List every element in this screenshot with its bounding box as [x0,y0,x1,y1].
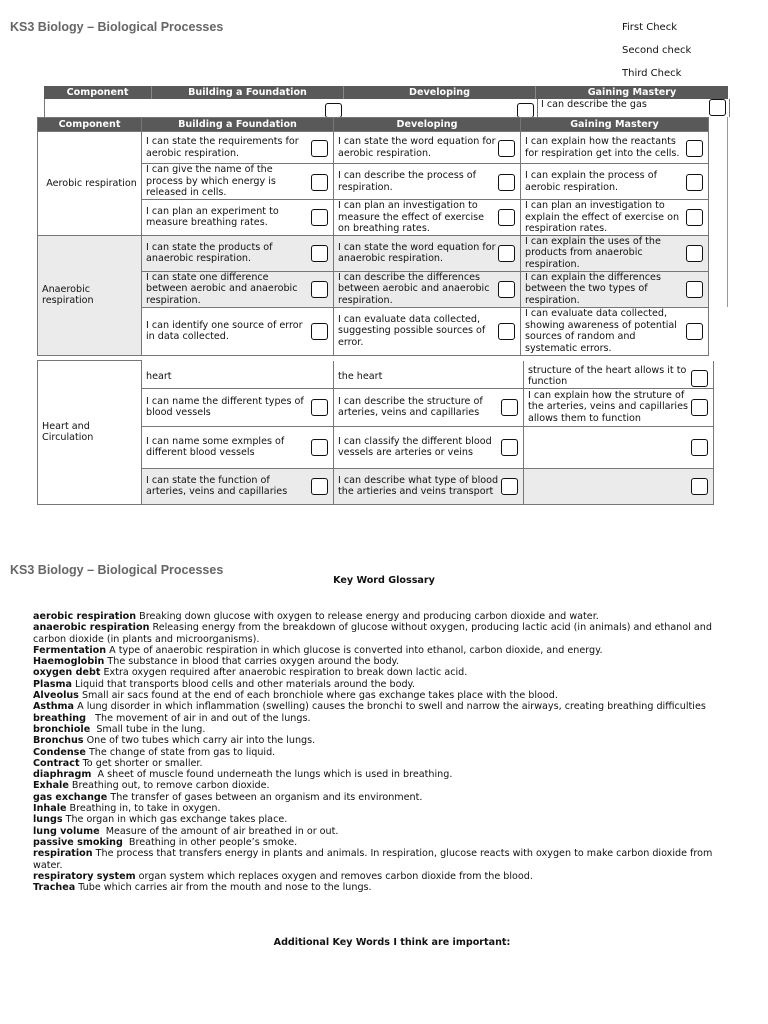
table-row [38,132,709,164]
criterion-cell [524,426,714,468]
checkbox[interactable] [501,478,518,495]
glossary-term: Contract [33,757,80,769]
criterion-cell [334,132,521,164]
glossary-term: gas exchange [33,791,108,803]
criterion-cell [521,271,709,307]
additional-keywords-heading: Additional Key Words I think are important: [273,937,511,948]
checkbox[interactable] [686,209,703,226]
criterion-text: I can identify one source of error in data collected. [146,319,303,342]
glossary-entry [33,747,733,758]
glossary-entry [33,701,733,712]
glossary-entry [33,679,733,690]
checkbox[interactable] [501,439,518,456]
glossary-entry [33,882,733,893]
glossary-entry [33,713,733,724]
criterion-cell [142,164,334,200]
criterion-cell [524,361,714,389]
checkbox[interactable] [498,245,515,262]
back-divider [537,99,538,117]
criterion-cell [334,307,521,355]
glossary-definition: Tube which carries air from the mouth and nose to the lungs. [75,882,372,894]
checkbox[interactable] [498,323,515,340]
criterion-cell [521,132,709,164]
checkbox[interactable] [686,245,703,262]
component-aerobic [38,132,142,236]
glossary-entry [33,656,733,667]
criterion-cell [142,307,334,355]
glossary-definition: The change of state from gas to liquid. [85,746,276,758]
back-checkbox[interactable] [325,103,342,118]
criterion-cell [334,200,521,236]
criterion-text: I can give the name of the process by which energy is released in cells. [146,164,276,199]
back-table-edge [727,117,728,307]
glossary-entry [33,735,733,746]
glossary-definition: Breaking down glucose with oxygen to release energy and producing carbon dioxide and water. [136,611,599,622]
back-table-row [44,99,730,117]
criterion-cell [334,271,521,307]
criterion-cell [334,164,521,200]
checkbox[interactable] [691,399,708,416]
criterion-text: I can state one difference between aerobic and anaerobic respiration. [146,271,298,306]
criterion-cell [142,235,334,271]
criterion-text: I can explain the process of aerobic respiration. [525,170,657,193]
criterion-cell [521,307,709,355]
component-label: Heart and Circulation [42,420,94,444]
glossary-term: respiration [33,848,93,860]
glossary-definition: A lung disorder in which inflammation (swelling) causes the bronchi to swell and narrow the airways, creating breathing difficulties [74,701,706,713]
criterion-text: I can evaluate data collected, suggesting possible sources of error. [338,313,486,348]
back-table-header [44,86,728,99]
glossary-entry [33,769,733,780]
glossary-term: diaphragm [33,769,92,781]
page-title-2: KS3 Biology – Biological Processes [10,563,224,577]
glossary-definition: Measure of the amount of air breathed in or out. [99,825,339,837]
glossary-definition: Breathing out, to remove carbon dioxide. [68,780,270,792]
criterion-cell [521,164,709,200]
criterion-text: I can state the products of anaerobic respiration. [146,241,273,264]
glossary-definition: A type of anaerobic respiration in which glucose is converted into ethanol, carbon dioxide, and energy. [106,644,603,656]
criterion-cell [142,468,334,504]
glossary-definition: To get shorter or smaller. [79,757,203,769]
back-header-developing: Developing [344,86,536,99]
criterion-cell [142,132,334,164]
glossary-term: Haemoglobin [33,656,105,668]
criterion-text: I can explain the differences between the two types of respiration. [525,271,661,306]
glossary-entry [33,848,733,871]
glossary-entry [33,758,733,769]
back-header-component: Component [44,86,152,99]
criterion-text: I can name some exmples of different blood vessels [146,435,285,458]
glossary-definition: Small tube in the lung. [90,723,206,735]
criterion-text: I can describe the structure of arteries, veins and capillaries [338,395,483,418]
glossary-term: anaerobic respiration [33,622,150,634]
checkbox[interactable] [498,174,515,191]
glossary-term: Bronchus [33,735,84,747]
checkbox[interactable] [691,370,708,387]
glossary-definition: Breathing in, to take in oxygen. [66,803,221,815]
table-row [38,235,709,271]
criterion-cell [142,200,334,236]
criterion-text: the heart [338,371,383,383]
back-checkbox[interactable] [517,103,534,118]
checkbox[interactable] [686,140,703,157]
glossary-definition: The transfer of gases between an organism and its environment. [107,791,423,803]
checkbox[interactable] [311,140,328,157]
component-anaerobic [38,235,142,355]
criterion-cell [142,271,334,307]
glossary-definition: The movement of air in and out of the lungs. [85,712,311,724]
checkbox[interactable] [311,323,328,340]
criterion-text: I can state the requirements for aerobic respiration. [146,136,299,159]
checkbox[interactable] [498,140,515,157]
criterion-cell [524,468,714,504]
glossary-entry [33,724,733,735]
checkbox[interactable] [311,399,328,416]
header-foundation: Building a Foundation [142,118,334,132]
glossary-entry [33,622,733,645]
criterion-text: I can explain the uses of the products from anaerobic respiration. [525,235,661,270]
component-heart [38,361,142,505]
criterion-text: I can describe what type of blood the artieries and veins transport [338,474,499,497]
criterion-text: I can evaluate data collected, showing awareness of potential sources of random and systematic errors. [525,308,677,354]
criterion-cell [521,235,709,271]
glossary-definition: The substance in blood that carries oxygen around the body. [104,656,399,668]
glossary-term: passive smoking [33,836,123,848]
criterion-cell [334,388,524,426]
checkbox[interactable] [686,174,703,191]
glossary-entry [33,803,733,814]
table-row [38,361,714,389]
glossary-term: Plasma [33,678,72,690]
criterion-text: structure of the heart allows it to function [528,364,687,387]
header-mastery: Gaining Mastery [521,118,709,132]
glossary-definition: organ system which replaces oxygen and removes carbon dioxide from the blood. [135,870,533,882]
glossary-entry [33,837,733,848]
glossary-term: breathing [33,712,86,724]
glossary-definition: The organ in which gas exchange takes place. [62,814,288,826]
glossary-entry [33,667,733,678]
checkbox[interactable] [311,209,328,226]
glossary-term: Condense [33,746,86,758]
glossary-list [33,611,733,893]
third-check-label: Third Check [622,68,682,79]
criterion-cell [142,388,334,426]
glossary-definition: Breathing in other people’s smoke. [122,836,298,848]
glossary-term: oxygen debt [33,667,101,679]
glossary-term: Exhale [33,780,69,792]
glossary-entry [33,690,733,701]
criterion-cell [524,388,714,426]
glossary-term: Inhale [33,803,67,815]
criterion-cell [334,468,524,504]
criterion-text: I can explain how the struture of the arteries, veins and capillaries allows them to function [528,389,688,424]
glossary-term: bronchiole [33,723,91,735]
component-label: Anaerobic respiration [42,283,94,306]
checkbox[interactable] [498,209,515,226]
criterion-cell [142,361,334,389]
checkbox[interactable] [311,439,328,456]
header-component: Component [38,118,142,132]
criterion-text: I can describe the process of respiration. [338,170,477,193]
second-check-label: Second check [622,45,692,56]
glossary-definition: Liquid that transports blood cells and other materials around the body. [71,678,415,690]
criterion-text: I can name the different types of blood vessels [146,395,304,418]
glossary-entry [33,780,733,791]
glossary-definition: Releasing energy from the breakdown of glucose without oxygen, producing lactic acid (in animals) and ethanol and carbon dioxide (in plants and microorganisms). [33,622,716,645]
glossary-entry [33,871,733,882]
glossary-entry [33,826,733,837]
glossary-title: Key Word Glossary [333,575,435,586]
glossary-definition: Extra oxygen required after anaerobic respiration to break down lactic acid. [100,667,468,679]
criterion-cell [334,361,524,389]
glossary-entry [33,792,733,803]
back-mastery-text: I can describe the gas [541,99,647,110]
checkbox[interactable] [311,281,328,298]
glossary-term: Trachea [33,882,76,894]
glossary-term: Asthma [33,701,75,713]
header-developing: Developing [334,118,521,132]
criterion-text: I can state the word equation for anaerobic respiration. [338,241,496,264]
glossary-entry [33,645,733,656]
criterion-text: heart [146,371,172,383]
back-header-foundation: Building a Foundation [152,86,344,99]
criterion-text: I can plan an experiment to measure breathing rates. [146,205,279,229]
glossary-definition: A sheet of muscle found underneath the lungs which is used in breathing. [91,769,453,781]
criterion-cell [521,200,709,236]
glossary-definition: The process that transfers energy in plants and animals. In respiration, glucose reacts with oxygen to make carbon dioxide from water. [33,848,716,871]
checkbox[interactable] [691,439,708,456]
checkbox[interactable] [691,478,708,495]
glossary-term: respiratory system [33,870,136,882]
criterion-text: I can explain how the reactants for respiration get into the cells. [525,136,680,159]
heart-circulation-table [37,360,714,505]
criterion-text: I can classify the different blood vessels are arteries or veins [338,435,492,458]
checkbox[interactable] [311,478,328,495]
criterion-text: I can describe the differences between aerobic and anaerobic respiration. [338,271,490,306]
criterion-text: I can plan an investigation to measure the effect of exercise on breathing rates. [338,200,485,234]
criterion-text: I can state the word equation for aerobic respiration. [338,136,496,159]
glossary-definition: Small air sacs found at the end of each bronchiole where gas exchange takes place with the blood. [78,690,558,702]
back-checkbox[interactable] [709,99,726,116]
glossary-term: aerobic respiration [33,611,137,622]
criterion-cell [334,426,524,468]
back-header-mastery: Gaining Mastery [587,87,677,98]
glossary-term: lungs [33,814,63,826]
checkbox[interactable] [311,174,328,191]
glossary-term: lung volume [33,825,100,837]
glossary-definition: One of two tubes which carry air into the lungs. [83,735,316,747]
page-title: KS3 Biology – Biological Processes [10,20,224,34]
checkbox[interactable] [686,281,703,298]
glossary-entry [33,611,733,622]
glossary-entry [33,814,733,825]
checkbox[interactable] [311,245,328,262]
criterion-text: I can plan an investigation to explain the effect of exercise on respiration rates. [525,200,680,234]
checkbox[interactable] [686,323,703,340]
criterion-cell [142,426,334,468]
table-header-row [38,118,709,132]
component-label: Aerobic respiration [46,177,137,189]
checkbox[interactable] [498,281,515,298]
first-check-label: First Check [622,22,677,33]
glossary-term: Fermentation [33,644,107,656]
criterion-text: I can state the function of arteries, veins and capillaries [146,474,288,497]
checkbox[interactable] [501,399,518,416]
glossary-term: Alveolus [33,690,79,702]
aerobic-anaerobic-table [37,117,709,356]
criterion-cell [334,235,521,271]
